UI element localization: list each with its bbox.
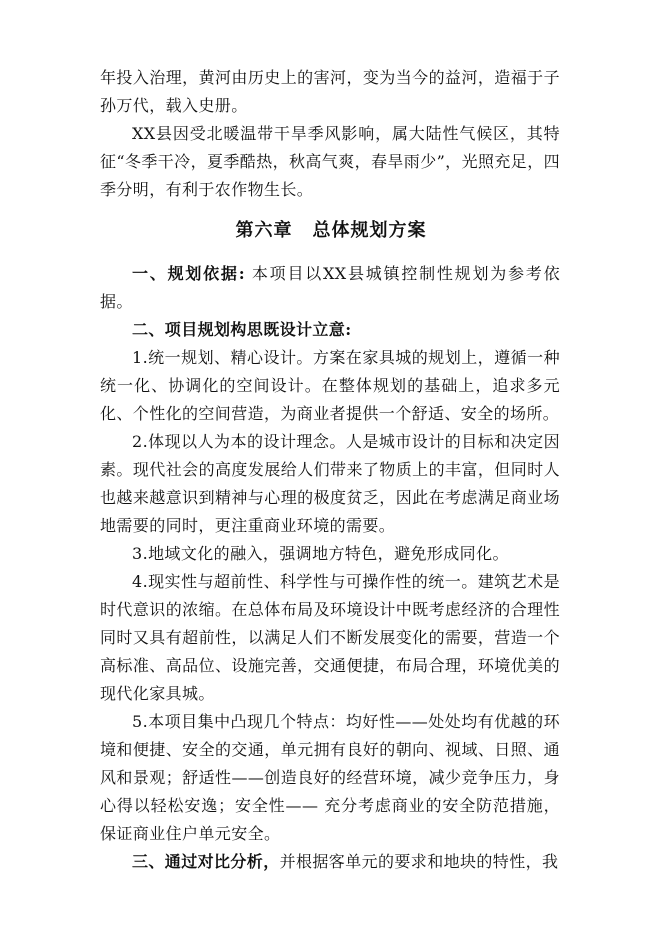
section-3-text: 并根据客单元的要求和地块的特性，我 xyxy=(279,852,559,871)
chapter-name: 总体规划方案 xyxy=(312,220,427,241)
list-item-3: 3.地域文化的融入，强调地方特色，避免形成同化。 xyxy=(132,544,509,563)
list-item-5: 5.本项目集中凸现几个特点：均好性——处处均有优越的环境和便捷、安全的交通，单元拥有良好的朝向、视域、日照、通风和景观；舒适性——创造良好的经营环境，减少竞争压力，身心得以轻松安逸；安全性—— 充分考虑商业的安全防范措施，保证商业住户单元安全。 xyxy=(100,712,560,843)
intro-paragraph-2: XX县因受北暖温带干旱季风影响，属大陆性气候区，其特征“冬季干冷，夏季酷热，秋高气爽，春旱雨少”，光照充足，四季分明，有利于农作物生长。 xyxy=(100,124,560,199)
section-3 xyxy=(100,848,560,876)
list-item-1: 1.统一规划、精心设计。方案在家具城的规划上，遵循一种统一化、协调化的空间设计。在整体规划的基础上，追求多元化、个性化的空间营造，为商业者提供一个舒适、安全的场所。 xyxy=(100,348,560,423)
intro-block xyxy=(100,64,560,204)
section-1-text: 本项目以XX县城镇控制性规划为参考依据。 xyxy=(100,264,560,311)
body-block xyxy=(100,260,560,876)
section-3-heading: 三、通过对比分析， xyxy=(132,852,280,871)
intro-paragraph-1: 年投入治理，黄河由历史上的害河，变为当今的益河，造福于子孙万代，载入史册。 xyxy=(100,68,560,115)
chapter-title xyxy=(0,216,662,242)
section-2-heading: 二、项目规划构思既设计立意: xyxy=(132,320,352,339)
list-item-4: 4.现实性与超前性、科学性与可操作性的统一。建筑艺术是时代意识的浓缩。在总体布局及环境设计中既考虑经济的合理性同时又具有超前性，以满足人们不断发展变化的需要，营造一个高标准、高品位、设施完善，交通便捷，布局合理，环境优美的现代化家具城。 xyxy=(100,572,560,703)
section-1-heading: 一、规划依据: xyxy=(132,264,246,283)
section-1 xyxy=(100,260,560,316)
list-item-2: 2.体现以人为本的设计理念。人是城市设计的目标和决定因素。现代社会的高度发展给人们带来了物质上的丰富，但同时人也越来越意识到精神与心理的极度贫乏，因此在考虑满足商业场地需要的同时，更注重商业环境的需要。 xyxy=(100,432,560,535)
chapter-number: 第六章 xyxy=(235,220,293,241)
